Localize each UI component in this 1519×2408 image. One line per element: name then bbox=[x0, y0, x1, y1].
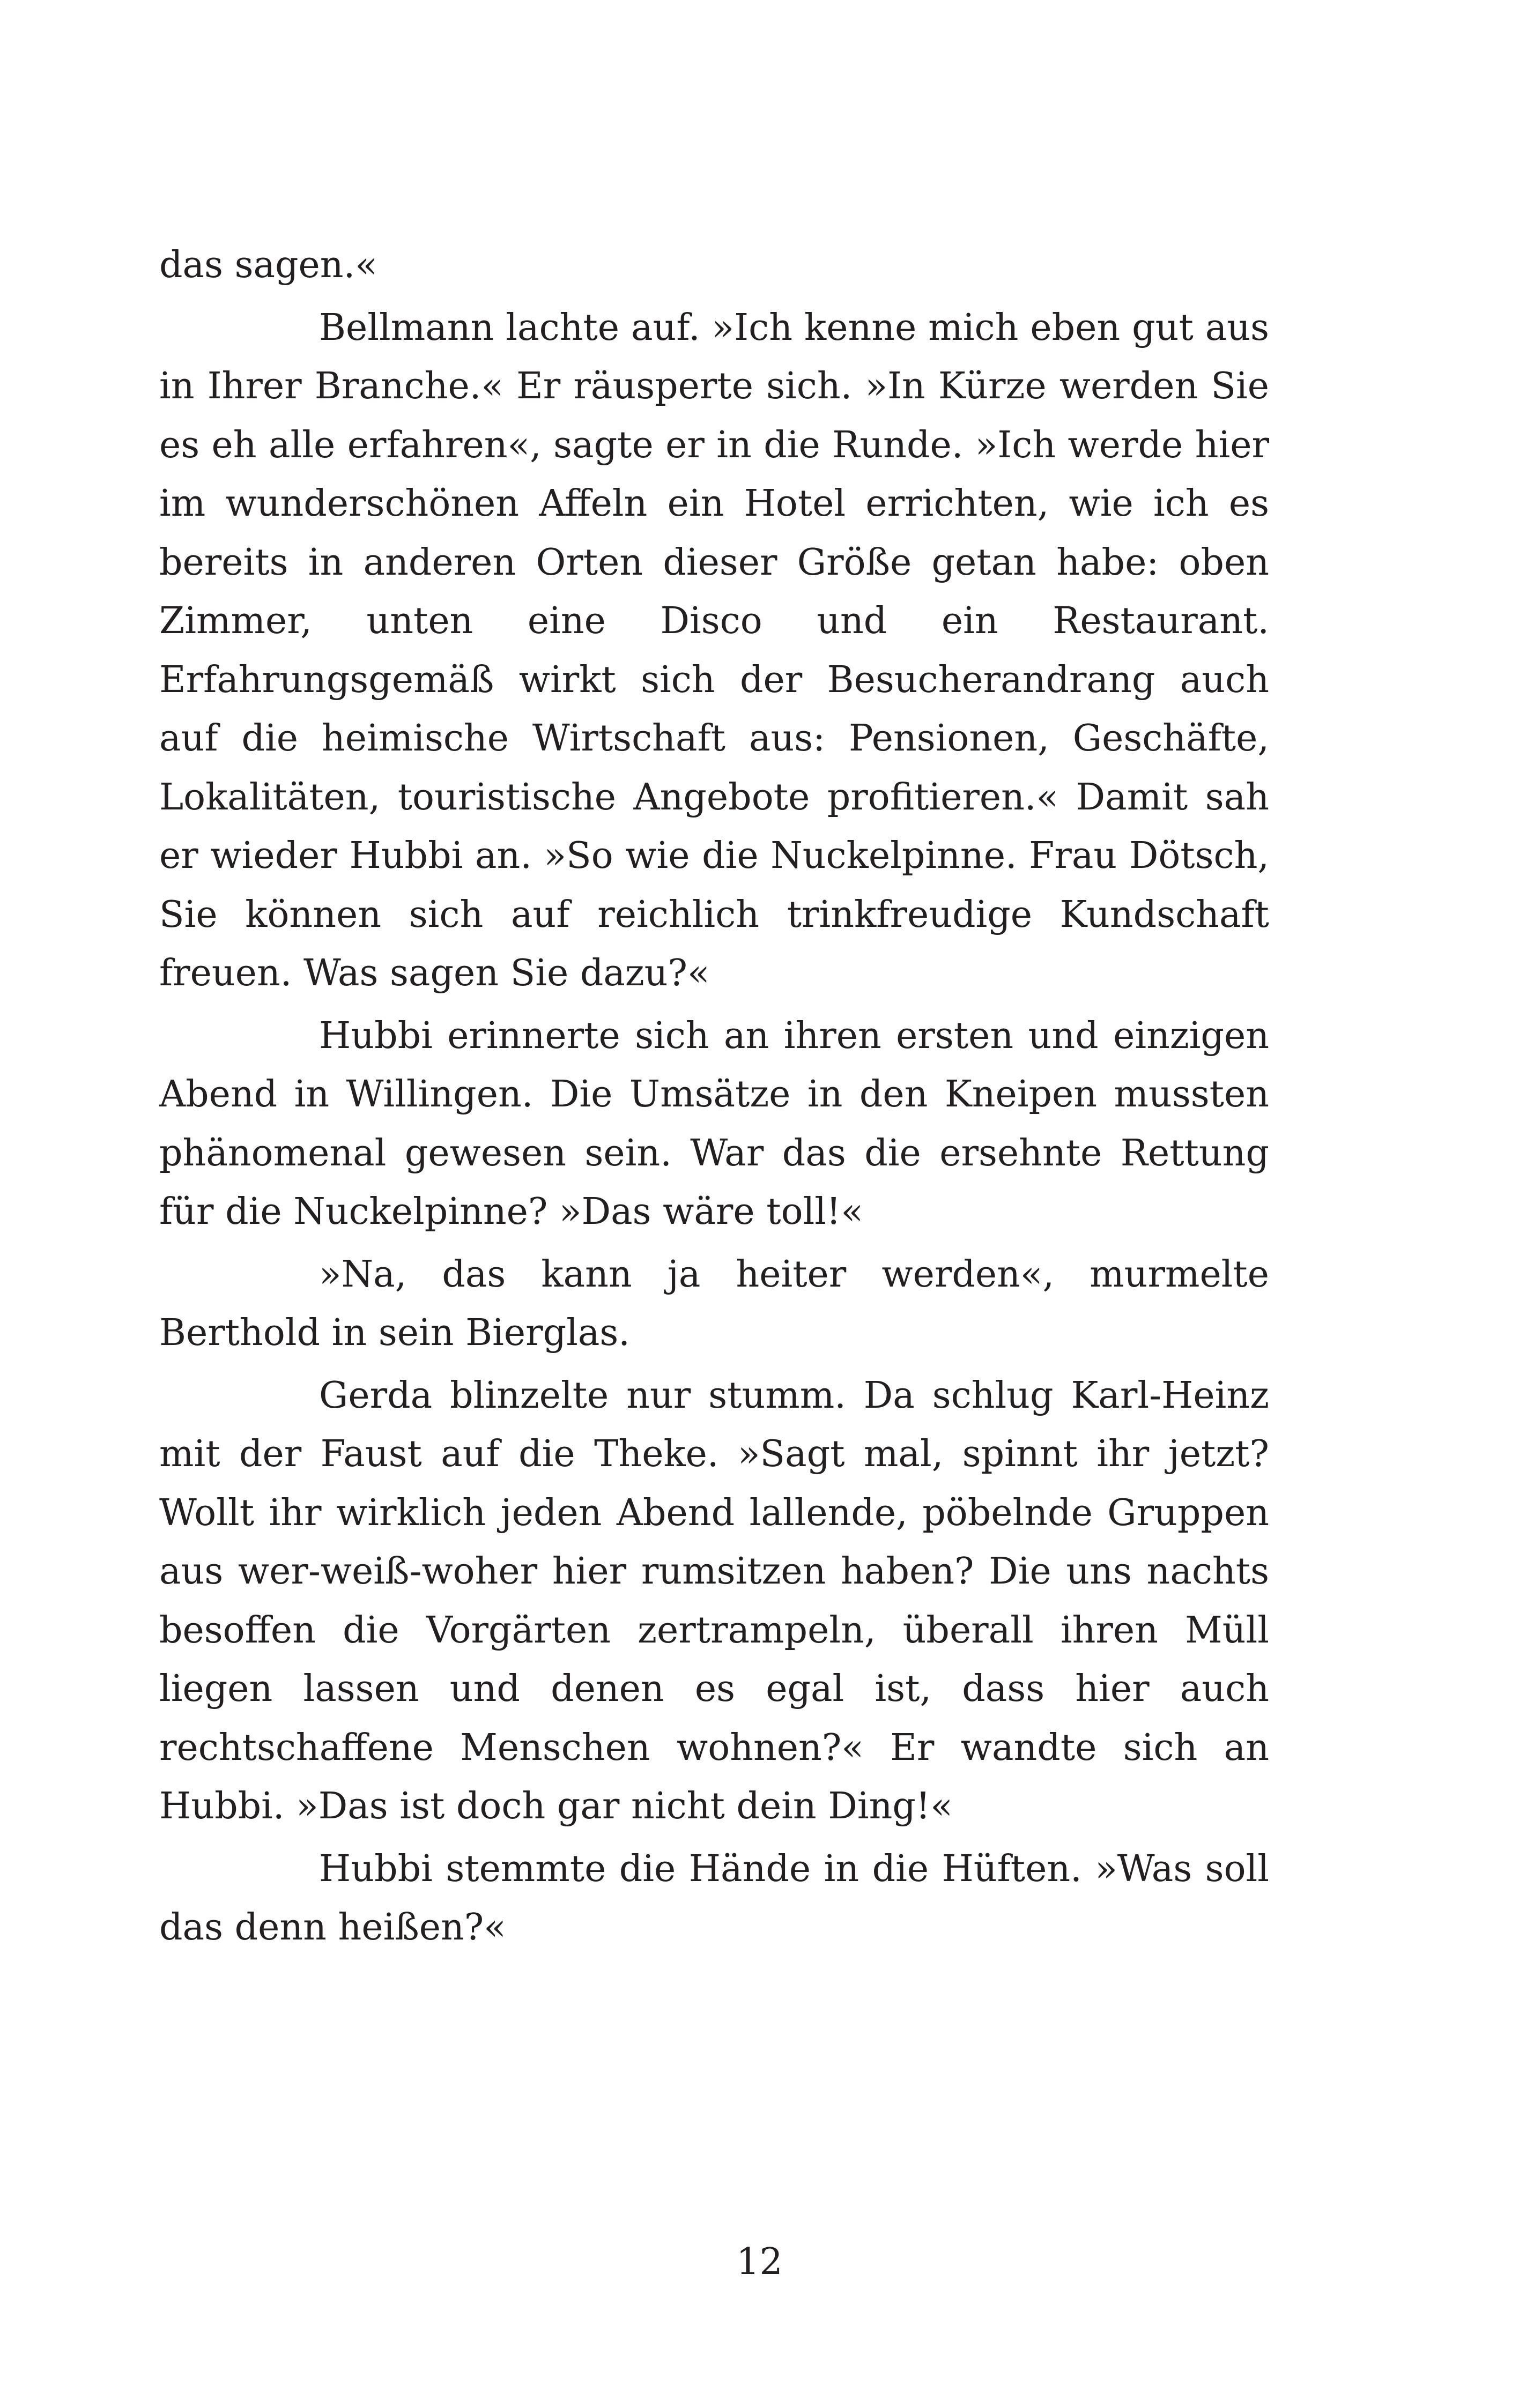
paragraph: das sagen.« bbox=[159, 244, 377, 286]
paragraph: Gerda blinzelte nur stumm. Da schlug Karl-Heinz mit der Faust auf die Theke. »Sagt mal, spinnt ihr jetzt? Wollt ihr wirklich jeden Abend lallende, pöbelnde Gruppen aus wer-weiß-woher hier rumsitzen haben? Die uns nachts besoffen die Vorgärten zertrampeln, überall ihren Müll liegen lassen und denen es egal ist, dass hier auch rechtschaffene Menschen wohnen?« Er wandte sich an Hubbi. »Das ist doch gar nicht dein Ding!« bbox=[159, 1374, 1269, 1827]
paragraph: Hubbi erinnerte sich an ihren ersten und einzigen Abend in Willingen. Die Umsätze in den Kneipen mussten phänomenal gewesen sein. War das die ersehnte Rettung für die Nuckelpinne? »Das wäre toll!« bbox=[159, 1014, 1269, 1233]
paragraph: Bellmann lachte auf. »Ich kenne mich eben gut aus in Ihrer Branche.« Er räusperte sich. »In Kürze werden Sie es eh alle erfahren«, sagte er in die Runde. »Ich werde hier im wunderschönen Affeln ein Hotel errichten, wie ich es bereits in anderen Orten dieser Größe getan habe: oben Zimmer, unten eine Disco und ein Restaurant. Erfahrungsgemäß wirkt sich der Besucherandrang auch auf die heimische Wirtschaft aus: Pensionen, Geschäfte, Lokalitäten, touristische Angebote profitieren.« Damit sah er wieder Hubbi an. »So wie die Nuckelpinne. Frau Dötsch, Sie können sich auf reichlich trinkfreudige Kundschaft freuen. Was sagen Sie dazu?« bbox=[159, 306, 1269, 994]
paragraph: Hubbi stemmte die Hände in die Hüften. »Was soll das denn heißen?« bbox=[159, 1847, 1269, 1949]
page-number: 12 bbox=[736, 2241, 783, 2283]
paragraph: »Na, das kann ja heiter werden«, murmelte Berthold in sein Bierglas. bbox=[159, 1253, 1269, 1354]
body-text bbox=[159, 236, 1269, 1961]
